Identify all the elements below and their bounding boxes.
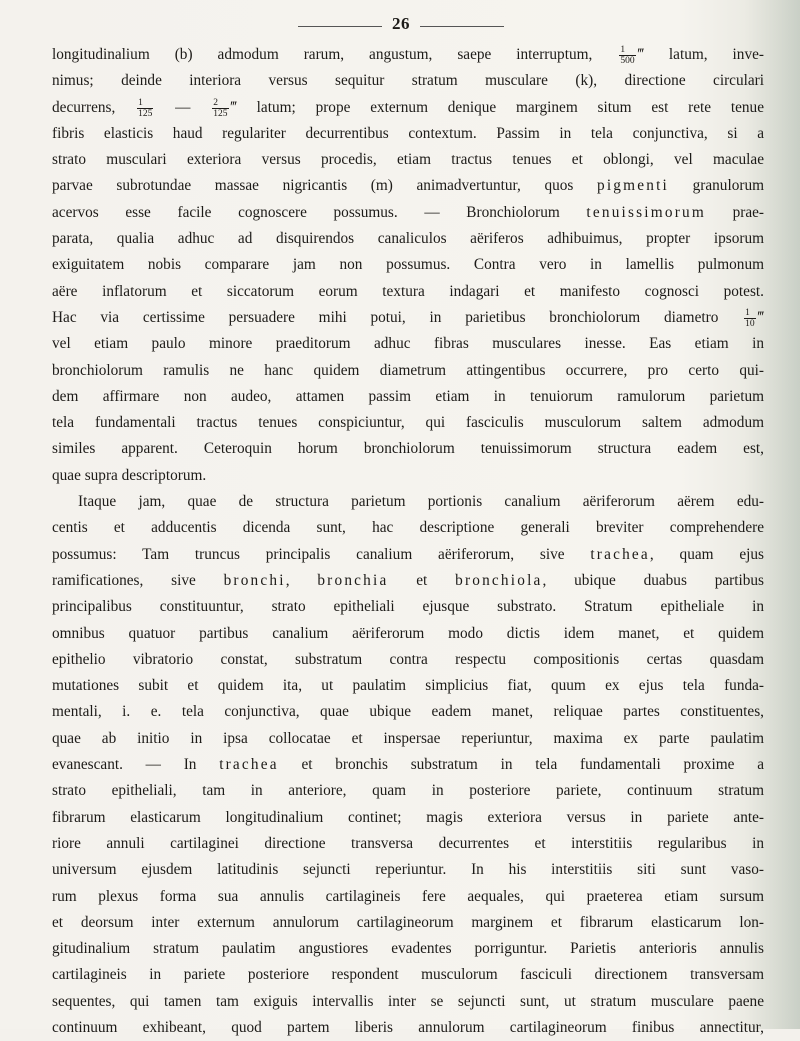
text-line bbox=[52, 910, 764, 936]
spaced-term: tenuissimorum bbox=[586, 203, 706, 221]
text-run: mentali, i. e. tela conjunctiva, quae ubique eadem manet, reliquae partes constituentes, bbox=[52, 703, 764, 721]
text-line bbox=[52, 200, 764, 226]
spaced-term: bronchi bbox=[223, 571, 286, 589]
page-number: 26 bbox=[392, 14, 410, 33]
spaced-term: trachea bbox=[590, 545, 650, 563]
text-line bbox=[52, 699, 764, 725]
text-line bbox=[52, 594, 764, 620]
fraction-numerator: 1 bbox=[619, 45, 635, 56]
text-run: ramificationes, sive bbox=[52, 571, 224, 589]
text-run: parata, qualia adhuc ad disquirendos canaliculos aëriferos adhibuimus, propter ipsorum bbox=[52, 230, 764, 248]
text-run: ‴ latum; prope externum denique marginem situm est rete tenue bbox=[230, 98, 764, 116]
text-line bbox=[52, 515, 764, 541]
text-run: decurrens, bbox=[52, 98, 136, 116]
text-line bbox=[52, 42, 764, 68]
fraction-denominator: 10 bbox=[745, 318, 755, 329]
text-run: continuum exhibeant, quod partem liberis annulorum cartilagineorum finibus annectitur, bbox=[52, 1018, 764, 1036]
text-line bbox=[52, 305, 764, 331]
text-line bbox=[52, 884, 764, 910]
text-line bbox=[52, 252, 764, 278]
text-run: tela fundamentali tractus tenues conspiciuntur, qui fasciculis musculorum saltem admodum bbox=[52, 414, 764, 432]
text-line bbox=[52, 121, 764, 147]
text-line bbox=[52, 752, 764, 778]
text-run: rum plexus forma sua annulis cartilagineis fere aequales, qui praeterea etiam sursum bbox=[52, 887, 764, 905]
text-run: possumus: Tam truncus principalis canalium aëriferorum, sive bbox=[52, 545, 591, 563]
text-run: universum ejusdem latitudinis sejuncti reperiuntur. In his interstitiis siti sunt vaso- bbox=[52, 861, 764, 879]
text-run: centis et adducentis dicenda sunt, hac descriptione generali breviter comprehendere bbox=[52, 519, 764, 537]
text-run: et bbox=[388, 571, 456, 589]
text-line bbox=[52, 68, 764, 94]
text-line bbox=[52, 384, 764, 410]
text-run: mutationes subit et quidem ita, ut paulatim simplicius fiat, quum ex ejus tela funda- bbox=[52, 677, 764, 695]
text-run: gitudinalium stratum paulatim angustiores evadentes porriguntur. Parietis anterioris annulis bbox=[52, 940, 764, 958]
text-line bbox=[52, 226, 764, 252]
text-line bbox=[52, 489, 764, 515]
text-run: omnibus quatuor partibus canalium aëriferorum modo dictis idem manet, et quidem bbox=[52, 624, 764, 642]
text-line bbox=[52, 857, 764, 883]
text-run: aëre inflatorum et siccatorum eorum textura indagari et manifesto cognosci potest. bbox=[52, 282, 764, 300]
text-line bbox=[52, 463, 764, 489]
fraction-numerator: 1 bbox=[137, 98, 153, 109]
text-run: quae supra descriptorum. bbox=[52, 466, 207, 484]
text-run: , bbox=[285, 571, 318, 589]
text-run: nimus; deinde interiora versus sequitur stratum musculare (k), directione circulari bbox=[52, 72, 764, 90]
fraction bbox=[619, 45, 635, 66]
fraction-numerator: 1 bbox=[744, 308, 756, 319]
text-line bbox=[52, 410, 764, 436]
fraction-denominator: 125 bbox=[213, 108, 228, 119]
text-line bbox=[52, 726, 764, 752]
text-line bbox=[52, 936, 764, 962]
text-run: acervos esse facile cognoscere possumus. — Bronchiolorum bbox=[52, 203, 587, 221]
text-run: evanescant. — In bbox=[52, 756, 220, 774]
text-run: cartilagineis in pariete posteriore respondent musculorum fasciculi directionem transversam bbox=[52, 966, 764, 984]
text-run: fibris elasticis haud regulariter decurrentibus contextum. Passim in tela conjunctiva, si a bbox=[52, 124, 764, 142]
text-run: parvae subrotundae massae nigricantis (m) animadvertuntur, quos bbox=[52, 177, 597, 195]
fraction bbox=[137, 98, 153, 119]
text-run: riore annuli cartilaginei directione transversa decurrentes et interstitiis regularibus in bbox=[52, 834, 764, 852]
fraction-denominator: 125 bbox=[138, 108, 153, 119]
spaced-term: bronchiola bbox=[455, 571, 543, 589]
text-run: , ubique duabus partibus bbox=[542, 571, 764, 589]
text-line bbox=[52, 962, 764, 988]
text-run: quae ab initio in ipsa collocatae et inspersae reperiuntur, maxima ex parte paulatim bbox=[52, 729, 764, 747]
body-text bbox=[52, 42, 764, 1041]
text-run: ‴ bbox=[757, 308, 764, 326]
text-line bbox=[52, 436, 764, 462]
text-line bbox=[52, 279, 764, 305]
text-run: strato musculari exteriora versus procedis, etiam tractus tenues et oblongi, vel maculae bbox=[52, 151, 764, 169]
text-run: exiguitatem nobis comparare jam non possumus. Contra vero in lamellis pulmonum bbox=[52, 256, 764, 274]
text-run: epithelio vibratorio constat, substratum contra respectu compositionis certas quasdam bbox=[52, 650, 764, 668]
text-run: granulorum bbox=[668, 177, 764, 195]
header-rule-left bbox=[298, 26, 382, 27]
text-run: fibrarum elasticarum longitudinalium continet; magis exteriora versus in pariete ante- bbox=[52, 808, 764, 826]
text-run: similes apparent. Ceteroquin horum bronchiolorum tenuissimorum structura eadem est, bbox=[52, 440, 764, 458]
text-line bbox=[52, 647, 764, 673]
text-run: bronchiolorum ramulis ne hanc quidem diametrum attingentibus occurrere, pro certo qui- bbox=[52, 361, 764, 379]
text-line bbox=[52, 568, 764, 594]
text-run: sequentes, qui tamen tam exiguis intervallis inter se sejuncti sunt, ut stratum musculare paene bbox=[52, 992, 764, 1010]
text-run: prae- bbox=[705, 203, 764, 221]
text-line bbox=[52, 673, 764, 699]
text-line bbox=[52, 1015, 764, 1041]
text-line bbox=[52, 805, 764, 831]
text-run: dem affirmare non audeo, attamen passim etiam in tenuiorum ramulorum parietum bbox=[52, 387, 764, 405]
spaced-term: bronchia bbox=[317, 571, 389, 589]
text-run: — bbox=[155, 98, 211, 116]
text-line bbox=[52, 831, 764, 857]
text-line bbox=[52, 542, 764, 568]
spaced-term: pigmenti bbox=[597, 177, 669, 195]
text-line bbox=[52, 147, 764, 173]
text-line bbox=[52, 173, 764, 199]
text-line bbox=[52, 95, 764, 121]
fraction bbox=[744, 308, 756, 329]
text-run: ‴ latum, inve- bbox=[637, 46, 764, 63]
text-line bbox=[52, 989, 764, 1015]
header-rule-right bbox=[420, 26, 504, 27]
fraction-numerator: 2 bbox=[212, 98, 228, 109]
text-run: longitudinalium (b) admodum rarum, angustum, saepe interruptum, bbox=[52, 46, 618, 63]
fraction-denominator: 500 bbox=[620, 55, 635, 66]
text-run: Itaque jam, quae de structura parietum portionis canalium aëriferorum aërem edu- bbox=[78, 493, 764, 511]
text-run: et bronchis substratum in tela fundamentali proxime a bbox=[278, 756, 764, 774]
text-run: , quam ejus bbox=[649, 545, 764, 563]
text-line bbox=[52, 331, 764, 357]
fraction bbox=[212, 98, 228, 119]
text-run: strato epitheliali, tam in anteriore, quam in posteriore pariete, continuum stratum bbox=[52, 782, 764, 800]
text-run: principalibus constituuntur, strato epitheliali ejusque substrato. Stratum epitheliale in bbox=[52, 598, 764, 616]
text-run: vel etiam paulo minore praeditorum adhuc fibras musculares inesse. Eas etiam in bbox=[52, 335, 764, 353]
text-line bbox=[52, 778, 764, 804]
text-line bbox=[52, 621, 764, 647]
spaced-term: trachea bbox=[219, 756, 279, 774]
text-run: Hac via certissime persuadere mihi potui, in parietibus bronchiolorum diametro bbox=[52, 308, 743, 326]
text-run: et deorsum inter externum annulorum cartilagineorum marginem et fibrarum elasticarum lon- bbox=[52, 913, 764, 931]
text-line bbox=[52, 358, 764, 384]
